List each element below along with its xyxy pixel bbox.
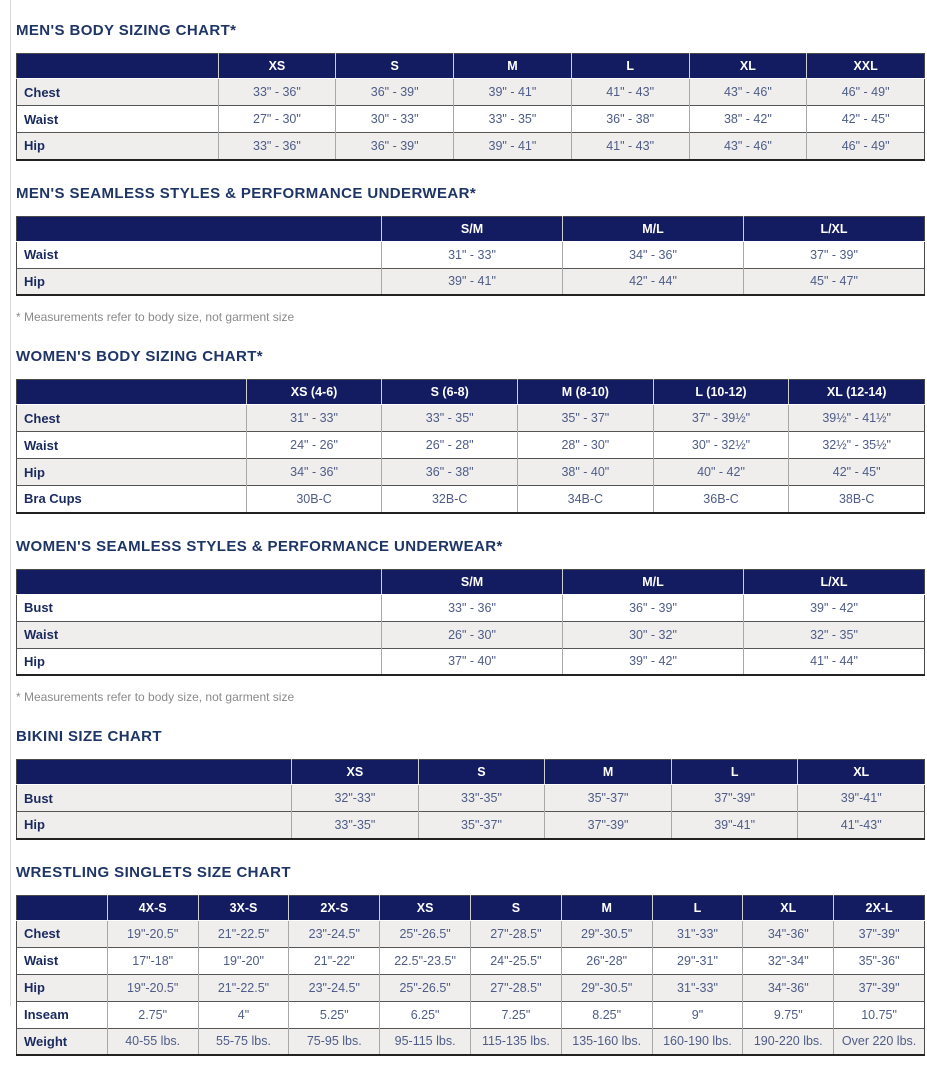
measurement-value: 41" - 44"	[743, 648, 924, 675]
size-column-header: L	[571, 54, 689, 79]
size-column-header: XL	[743, 895, 834, 920]
measurement-value: 35"-37"	[545, 785, 672, 812]
table-row	[17, 621, 925, 648]
measurement-value: 46" - 49"	[807, 133, 925, 160]
bikini-size-title: BIKINI SIZE CHART	[16, 728, 162, 745]
measurement-value: 4"	[198, 1001, 289, 1028]
measurement-value: 39" - 42"	[563, 648, 744, 675]
measurement-value: 29"-31"	[652, 947, 743, 974]
measurement-value: 31" - 33"	[246, 405, 382, 432]
measurement-value: 21"-22"	[289, 947, 380, 974]
page-left-border	[10, 0, 11, 1006]
row-label: Waist	[17, 621, 382, 648]
measurement-value: 42" - 45"	[807, 106, 925, 133]
measurement-value: 31" - 33"	[382, 241, 563, 268]
measurement-value: 30" - 32"	[563, 621, 744, 648]
measurement-value: 23"-24.5"	[289, 920, 380, 947]
measurement-value: 41" - 43"	[571, 79, 689, 106]
measurement-value: 32"-33"	[292, 785, 419, 812]
measurement-value: 36" - 39"	[336, 79, 454, 106]
row-label: Hip	[17, 812, 292, 839]
measurement-value: 17"-18"	[107, 947, 198, 974]
measurement-value: 33" - 35"	[454, 106, 572, 133]
measurement-value: 34" - 36"	[563, 241, 744, 268]
measurement-value: 37" - 40"	[382, 648, 563, 675]
size-column-header: S/M	[382, 216, 563, 241]
measurement-value: 32B-C	[382, 486, 518, 513]
measurement-value: 21"-22.5"	[198, 920, 289, 947]
measurement-value: 95-115 lbs.	[380, 1028, 471, 1055]
table-row	[17, 133, 925, 160]
table-row	[17, 268, 925, 295]
measurement-value: 39½" - 41½"	[789, 405, 925, 432]
size-column-header: M	[561, 895, 652, 920]
bikini-size-table	[16, 759, 925, 840]
row-label: Hip	[17, 268, 382, 295]
size-column-header: M/L	[563, 216, 744, 241]
measurement-value: 26" - 30"	[382, 621, 563, 648]
header-row	[17, 380, 925, 405]
measurement-value: 37" - 39"	[743, 241, 924, 268]
row-label: Bra Cups	[17, 486, 247, 513]
measurement-value: 34"-36"	[743, 920, 834, 947]
table-row	[17, 594, 925, 621]
measurement-value: 55-75 lbs.	[198, 1028, 289, 1055]
size-column-header: XL	[689, 54, 807, 79]
size-column-header: 2X-L	[834, 895, 925, 920]
table-row	[17, 241, 925, 268]
corner-cell	[17, 569, 382, 594]
measurement-value: 37" - 39½"	[653, 405, 789, 432]
measurement-value: 25"-26.5"	[380, 974, 471, 1001]
measurement-value: 33" - 36"	[218, 79, 336, 106]
row-label: Chest	[17, 405, 247, 432]
row-label: Chest	[17, 920, 108, 947]
measurement-value: 28" - 30"	[518, 432, 654, 459]
size-column-header: M	[454, 54, 572, 79]
measurement-value: 10.75"	[834, 1001, 925, 1028]
womens-seamless-table	[16, 569, 925, 677]
womens-body-sizing-table	[16, 379, 925, 514]
measurement-value: 39"-41"	[671, 812, 798, 839]
measurement-value: 19"-20.5"	[107, 920, 198, 947]
row-label: Hip	[17, 133, 219, 160]
measurement-value: 36B-C	[653, 486, 789, 513]
measurement-footnote: * Measurements refer to body size, not garment size	[16, 310, 295, 324]
measurement-value: 34" - 36"	[246, 459, 382, 486]
section-womens-body-sizing	[16, 348, 925, 514]
measurement-value: 33"-35"	[418, 785, 545, 812]
womens-seamless-title: WOMEN'S SEAMLESS STYLES & PERFORMANCE UNDERWEAR*	[16, 537, 503, 555]
measurement-value: 35"-37"	[418, 812, 545, 839]
measurement-value: 27"-28.5"	[470, 974, 561, 1001]
row-label: Inseam	[17, 1001, 108, 1028]
measurement-value: 36" - 38"	[382, 459, 518, 486]
measurement-value: 33" - 36"	[382, 594, 563, 621]
size-column-header: S	[470, 895, 561, 920]
measurement-value: 23"-24.5"	[289, 974, 380, 1001]
measurement-value: 39" - 41"	[454, 133, 572, 160]
size-column-header: M	[545, 760, 672, 785]
size-column-header: XL (12-14)	[789, 380, 925, 405]
section-bikini-size	[16, 728, 925, 840]
table-row	[17, 1001, 925, 1028]
measurement-value: 37"-39"	[671, 785, 798, 812]
mens-seamless-title: MEN'S SEAMLESS STYLES & PERFORMANCE UNDERWEAR*	[16, 184, 477, 202]
measurement-value: 7.25"	[470, 1001, 561, 1028]
header-row	[17, 569, 925, 594]
measurement-value: 160-190 lbs.	[652, 1028, 743, 1055]
measurement-value: 43" - 46"	[689, 79, 807, 106]
measurement-value: 38" - 40"	[518, 459, 654, 486]
size-column-header: 4X-S	[107, 895, 198, 920]
measurement-value: 29"-30.5"	[561, 920, 652, 947]
measurement-footnote: * Measurements refer to body size, not garment size	[16, 690, 295, 704]
measurement-value: 34B-C	[518, 486, 654, 513]
measurement-value: 42" - 44"	[563, 268, 744, 295]
section-mens-seamless	[16, 185, 925, 325]
measurement-value: 37"-39"	[834, 920, 925, 947]
row-label: Waist	[17, 106, 219, 133]
measurement-value: 26"-28"	[561, 947, 652, 974]
measurement-value: 43" - 46"	[689, 133, 807, 160]
measurement-value: 19"-20"	[198, 947, 289, 974]
table-row	[17, 785, 925, 812]
size-column-header: L	[652, 895, 743, 920]
table-row	[17, 106, 925, 133]
wrestling-singlets-title: WRESTLING SINGLETS SIZE CHART	[16, 863, 291, 881]
size-column-header: L (10-12)	[653, 380, 789, 405]
size-column-header: M (8-10)	[518, 380, 654, 405]
measurement-value: 45" - 47"	[743, 268, 924, 295]
measurement-value: 37"-39"	[545, 812, 672, 839]
corner-cell	[17, 54, 219, 79]
measurement-value: 41" - 43"	[571, 133, 689, 160]
table-row	[17, 79, 925, 106]
table-row	[17, 459, 925, 486]
measurement-value: 40" - 42"	[653, 459, 789, 486]
header-row	[17, 895, 925, 920]
mens-seamless-table	[16, 216, 925, 297]
measurement-value: 6.25"	[380, 1001, 471, 1028]
measurement-value: 2.75"	[107, 1001, 198, 1028]
table-row	[17, 947, 925, 974]
row-label: Weight	[17, 1028, 108, 1055]
measurement-value: 24"-25.5"	[470, 947, 561, 974]
row-label: Waist	[17, 432, 247, 459]
size-column-header: XS	[218, 54, 336, 79]
section-womens-seamless	[16, 538, 925, 705]
measurement-value: 9.75"	[743, 1001, 834, 1028]
wrestling-singlets-table	[16, 895, 925, 1057]
header-row	[17, 216, 925, 241]
measurement-value: 46" - 49"	[807, 79, 925, 106]
measurement-value: 37"-39"	[834, 974, 925, 1001]
measurement-value: 29"-30.5"	[561, 974, 652, 1001]
womens-body-sizing-title: WOMEN'S BODY SIZING CHART*	[16, 348, 264, 365]
table-row	[17, 486, 925, 513]
measurement-value: 33" - 35"	[382, 405, 518, 432]
measurement-value: 41"-43"	[798, 812, 925, 839]
row-label: Chest	[17, 79, 219, 106]
size-column-header: XL	[798, 760, 925, 785]
measurement-value: 36" - 39"	[336, 133, 454, 160]
measurement-value: 115-135 lbs.	[470, 1028, 561, 1055]
measurement-value: 26" - 28"	[382, 432, 518, 459]
row-label: Hip	[17, 648, 382, 675]
row-label: Bust	[17, 594, 382, 621]
measurement-value: 5.25"	[289, 1001, 380, 1028]
size-column-header: L	[671, 760, 798, 785]
measurement-value: 30" - 32½"	[653, 432, 789, 459]
measurement-value: 40-55 lbs.	[107, 1028, 198, 1055]
measurement-value: 39" - 41"	[382, 268, 563, 295]
row-label: Waist	[17, 241, 382, 268]
measurement-value: 22.5"-23.5"	[380, 947, 471, 974]
table-row	[17, 1028, 925, 1055]
measurement-value: 31"-33"	[652, 974, 743, 1001]
measurement-value: 30B-C	[246, 486, 382, 513]
section-mens-body-sizing	[16, 22, 925, 161]
mens-body-sizing-table	[16, 53, 925, 161]
measurement-value: 19"-20.5"	[107, 974, 198, 1001]
corner-cell	[17, 216, 382, 241]
corner-cell	[17, 760, 292, 785]
measurement-value: 21"-22.5"	[198, 974, 289, 1001]
measurement-value: 25"-26.5"	[380, 920, 471, 947]
measurement-value: 36" - 38"	[571, 106, 689, 133]
size-column-header: S/M	[382, 569, 563, 594]
size-column-header: 2X-S	[289, 895, 380, 920]
row-label: Hip	[17, 459, 247, 486]
table-row	[17, 920, 925, 947]
row-label: Hip	[17, 974, 108, 1001]
measurement-value: 38" - 42"	[689, 106, 807, 133]
mens-body-sizing-title: MEN'S BODY SIZING CHART*	[16, 22, 237, 39]
measurement-value: 24" - 26"	[246, 432, 382, 459]
measurement-value: 32"-34"	[743, 947, 834, 974]
measurement-value: 36" - 39"	[563, 594, 744, 621]
measurement-value: 33"-35"	[292, 812, 419, 839]
size-column-header: XXL	[807, 54, 925, 79]
table-row	[17, 974, 925, 1001]
measurement-value: 75-95 lbs.	[289, 1028, 380, 1055]
size-column-header: XS	[292, 760, 419, 785]
corner-cell	[17, 380, 247, 405]
measurement-value: 35" - 37"	[518, 405, 654, 432]
table-row	[17, 405, 925, 432]
table-row	[17, 432, 925, 459]
size-column-header: L/XL	[743, 216, 924, 241]
measurement-value: 135-160 lbs.	[561, 1028, 652, 1055]
measurement-value: 33" - 36"	[218, 133, 336, 160]
section-wrestling-singlets	[16, 864, 925, 1057]
measurement-value: 39" - 42"	[743, 594, 924, 621]
table-row	[17, 648, 925, 675]
size-column-header: L/XL	[743, 569, 924, 594]
size-column-header: M/L	[563, 569, 744, 594]
size-column-header: 3X-S	[198, 895, 289, 920]
size-column-header: S	[336, 54, 454, 79]
measurement-value: 42" - 45"	[789, 459, 925, 486]
corner-cell	[17, 895, 108, 920]
measurement-value: 35"-36"	[834, 947, 925, 974]
row-label: Waist	[17, 947, 108, 974]
measurement-value: 32½" - 35½"	[789, 432, 925, 459]
header-row	[17, 760, 925, 785]
measurement-value: 27"-28.5"	[470, 920, 561, 947]
measurement-value: 38B-C	[789, 486, 925, 513]
measurement-value: Over 220 lbs.	[834, 1028, 925, 1055]
measurement-value: 39"-41"	[798, 785, 925, 812]
measurement-value: 9"	[652, 1001, 743, 1028]
measurement-value: 190-220 lbs.	[743, 1028, 834, 1055]
size-column-header: S	[418, 760, 545, 785]
measurement-value: 30" - 33"	[336, 106, 454, 133]
measurement-value: 8.25"	[561, 1001, 652, 1028]
header-row	[17, 54, 925, 79]
measurement-value: 39" - 41"	[454, 79, 572, 106]
measurement-value: 27" - 30"	[218, 106, 336, 133]
measurement-value: 34"-36"	[743, 974, 834, 1001]
table-row	[17, 812, 925, 839]
size-column-header: XS (4-6)	[246, 380, 382, 405]
size-column-header: XS	[380, 895, 471, 920]
size-column-header: S (6-8)	[382, 380, 518, 405]
measurement-value: 31"-33"	[652, 920, 743, 947]
measurement-value: 32" - 35"	[743, 621, 924, 648]
row-label: Bust	[17, 785, 292, 812]
